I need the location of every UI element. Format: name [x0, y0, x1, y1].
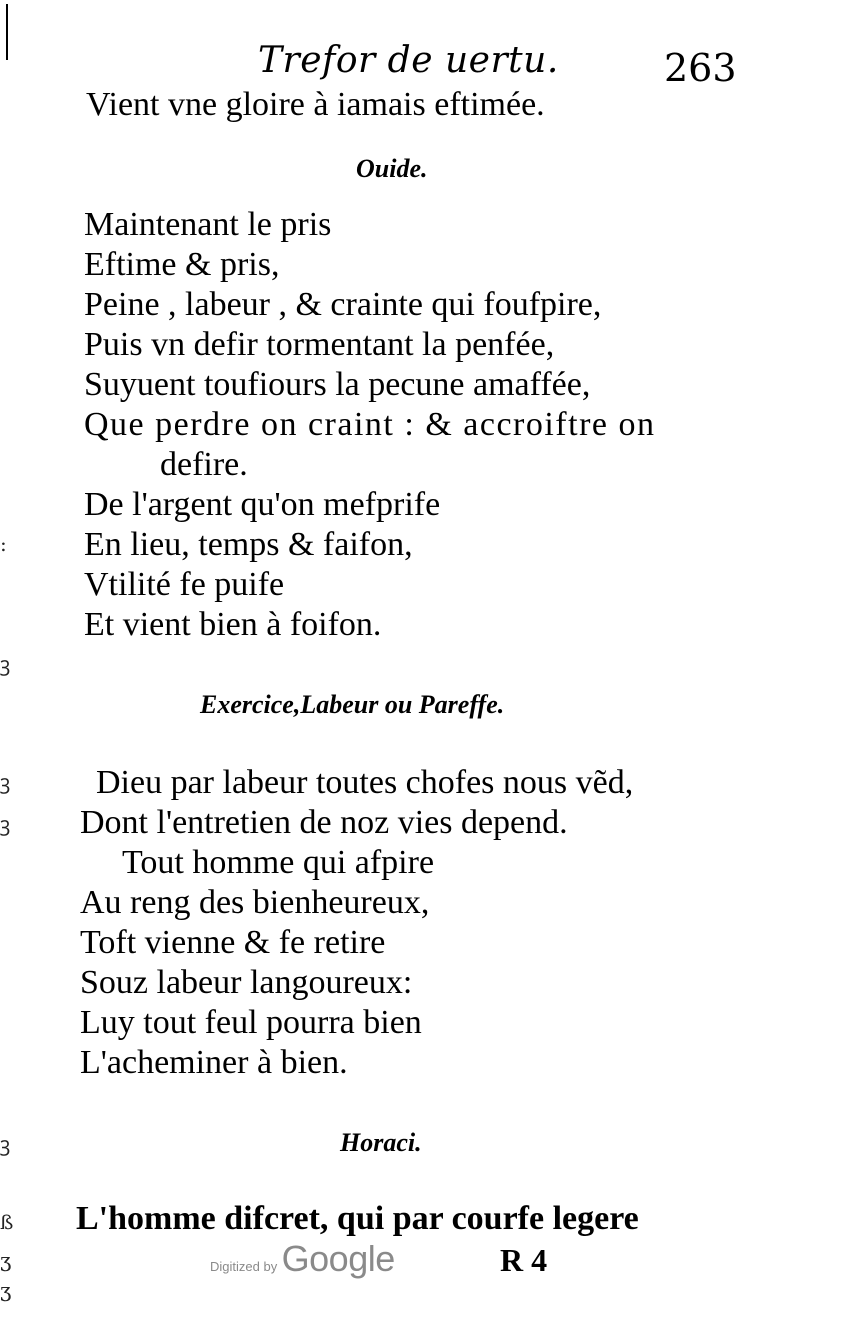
- page-number: 263: [664, 46, 737, 90]
- margin-mark: ꝫ: [0, 1132, 11, 1156]
- verse-line: Eftime & pris,: [84, 246, 280, 283]
- verse-line: Tout homme qui afpire: [122, 844, 435, 881]
- signature-mark: R 4: [500, 1242, 548, 1278]
- margin-mark: ꝫ: [0, 770, 11, 794]
- margin-mark: ꝫ: [0, 812, 11, 836]
- verse-line: Luy tout feul pourra bien: [80, 1004, 422, 1041]
- verse-line: defire.: [160, 446, 248, 483]
- section-heading-exercice: Exercice,Labeur ou Pareffe.: [200, 690, 505, 719]
- watermark-google-logo: Google: [281, 1238, 395, 1279]
- margin-mark: ʒ: [0, 1248, 12, 1272]
- verse-line: Vient vne gloire à iamais eftimée.: [86, 86, 545, 123]
- margin-mark: ꝫ: [0, 652, 11, 676]
- verse-line: Maintenant le pris: [84, 206, 332, 243]
- watermark-prefix: Digitized by: [210, 1259, 278, 1274]
- verse-line: Peine , labeur , & crainte qui foufpire,: [84, 286, 602, 323]
- running-title: Trefor de uertu.: [258, 40, 559, 81]
- verse-line: Puis vn defir tormentant la penfée,: [84, 326, 555, 363]
- verse-line: Et vient bien à foifon.: [84, 606, 382, 643]
- verse-line: En lieu, temps & faifon,: [84, 526, 413, 563]
- margin-mark: :: [0, 532, 7, 556]
- verse-line: De l'argent qu'on mefprife: [84, 486, 441, 523]
- margin-mark: ß: [0, 1210, 14, 1234]
- verse-line: Toft vienne & fe retire: [80, 924, 386, 961]
- section-heading-ovide: Ouide.: [356, 154, 428, 183]
- left-margin-marks: [0, 0, 18, 1320]
- section-heading-horace: Horaci.: [340, 1128, 422, 1157]
- verse-line: Suyuent toufiours la pecune amaffée,: [84, 366, 591, 403]
- watermark: [210, 1238, 395, 1280]
- verse-line: Vtilité fe puife: [84, 566, 285, 603]
- verse-line: Que perdre on craint : & accroiftre on: [84, 406, 656, 443]
- verse-line: L'homme difcret, qui par courfe legere: [76, 1200, 639, 1237]
- verse-line: Souz labeur langoureux:: [80, 964, 413, 1001]
- verse-line: Dont l'entretien de noz vies depend.: [80, 804, 568, 841]
- margin-mark: ʒ: [0, 1278, 12, 1302]
- verse-line: L'acheminer à bien.: [80, 1044, 348, 1081]
- verse-line: Au reng des bienheureux,: [80, 884, 430, 921]
- verse-line: Dieu par labeur toutes chofes nous vẽd,: [96, 764, 634, 801]
